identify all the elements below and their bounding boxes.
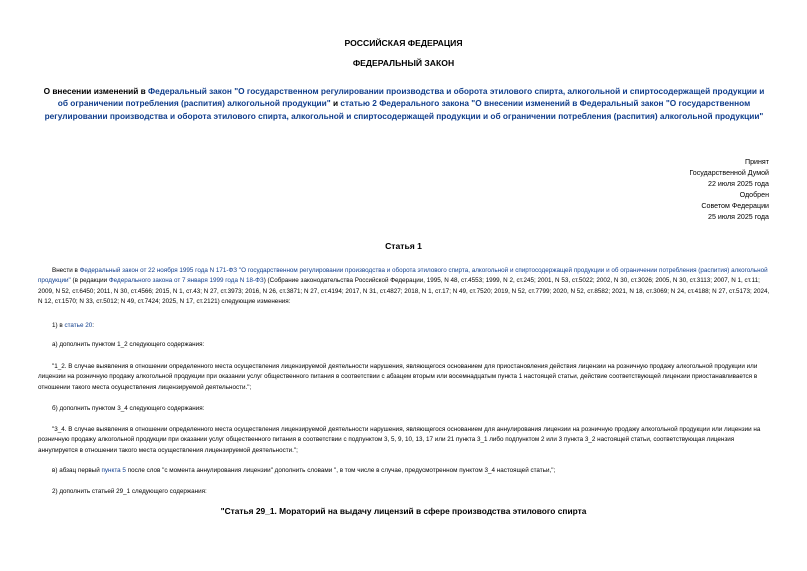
quote-point-3-4: "3_4. В случае выявления в отношении определенного места осуществления лицензируемой деятельности нарушения, являющегося основанием для аннулирования лицензии на розничную продажу алкогольной продукции или лицензии на розничную продажу алкогольной продукции при оказании услуг общественного питания в соответствии с подпунктом 3, 5, 9, 10, 13, 17 или 21 пункта 3_1 либо подпунктом 2 или 3 пункта 3_2 настоящей статьи, соответствующая лицензия аннулируется в отношении такого места осуществления лицензируемой деятельности."; xyxy=(38,426,761,454)
intro-link-law-171[interactable]: Федеральный закон от 22 ноября 1995 года N 171-ФЗ "О государственном регулировании производства и оборота этилового спирта, алкогольной и спиртосодержащей продукции и об ограничении потребления (распития) алкогольной продукции" xyxy=(38,267,768,285)
item-v xyxy=(52,466,770,476)
article-29-1-heading: "Статья 29_1. Мораторий на выдачу лицензий в сфере производства этилового спирта xyxy=(220,506,587,516)
article-1-heading: Статья 1 xyxy=(385,241,422,251)
title-link-article-2[interactable]: статью 2 Федерального закона "О внесении изменений в Федеральный закон "О государственном регулировании производства и оборота этилового спирта, алкогольной и спиртосодержащей продукции и об ограничении потребления (распития) алкогольной продукции" xyxy=(44,98,764,121)
item-text: 1) в xyxy=(52,322,65,329)
adoption-block xyxy=(609,157,769,222)
intro-link-law-18[interactable]: Федерального закона от 7 января 1999 года N 18-ФЗ xyxy=(108,277,264,285)
link-point-5[interactable]: пункта 5 xyxy=(101,467,126,474)
item-1 xyxy=(52,321,770,331)
title-link-federal-law[interactable]: Федеральный закон "О государственном регулировании производства и оборота этилового спирта, алкогольной и спиртосодержащей продукции и об ограничении потребления (распития) алкогольной продукции" xyxy=(57,86,765,109)
title-text: и xyxy=(330,98,341,109)
item-2: 2) дополнить статьей 29_1 следующего содержания: xyxy=(52,488,207,495)
adoption-line: Принят xyxy=(744,158,769,166)
item-a: а) дополнить пунктом 1_2 следующего содержания: xyxy=(52,341,205,348)
country-heading: РОССИЙСКАЯ ФЕДЕРАЦИЯ xyxy=(344,38,463,48)
item-text: после слов "с момента аннулирования лицензии" дополнить словами ", в том числе в случае, предусмотренном пунктом 3_4 настоящей статьи,"; xyxy=(125,467,556,474)
quote-point-1-2: "1_2. В случае выявления в отношении определенного места осуществления лицензируемой деятельности нарушения, являющегося основанием для приостановления действия лицензии на розничную продажу алкогольной продукции или лицензии на розничную продажу алкогольной продукции при оказании услуг общественного питания в соответствии с абзацем вторым или восемнадцатым пункта 1 настоящей статьи, действие соответствующей лицензии приостанавливается в отношении такого места осуществления лицензируемой деятельности."; xyxy=(38,363,758,391)
article-1-intro xyxy=(38,266,770,307)
approval-date: 25 июля 2025 года xyxy=(708,212,769,221)
item-text: : xyxy=(92,322,94,329)
item-text: в) абзац первый xyxy=(52,467,102,474)
title-text: О внесении изменений в xyxy=(43,86,149,96)
intro-text: Внести в xyxy=(52,267,80,274)
adoption-line: Государственной Думой xyxy=(689,168,769,177)
law-type-heading: ФЕДЕРАЛЬНЫЙ ЗАКОН xyxy=(352,58,455,68)
item-b: б) дополнить пунктом 3_4 следующего содержания: xyxy=(52,405,205,412)
intro-text: ) (Собрание законодательства Российской Федерации, 1995, N 48, ст.4553; 1999, N 2, ст.245; 2001, N 53, ст.5022; 2002, N 30, ст.3026; 2005, N 30, ст.3113; 2007, N 1, ст.11; 2009, N 52, ст.6450; 2011, N 30, ст.4566; 2015, N 1, ст.43; N 27, ст.3973; 2016, N 26, ст.3871; N 27, ст.4194; 2017, N 31, ст.4827; 2018, N 1, ст.17; N 49, ст.7520; 2019, N 52, ст.7799; 2020, N 52, ст.8582; 2021, N 18, ст.3069; N 24, ст.4188; N 27, ст.5173; 2024, N 12, ст.1570; N 33, ст.5012; N 49, ст.7424; 2025, N 17, ст.2121) следующие изменения: xyxy=(38,277,770,305)
approval-line: Одобрен xyxy=(739,190,769,199)
law-title xyxy=(42,85,766,122)
approval-line: Советом Федерации xyxy=(701,201,769,210)
link-article-20[interactable]: статье 20 xyxy=(64,322,93,329)
adoption-date: 22 июля 2025 года xyxy=(708,179,769,188)
intro-text: (в редакции xyxy=(70,277,109,285)
